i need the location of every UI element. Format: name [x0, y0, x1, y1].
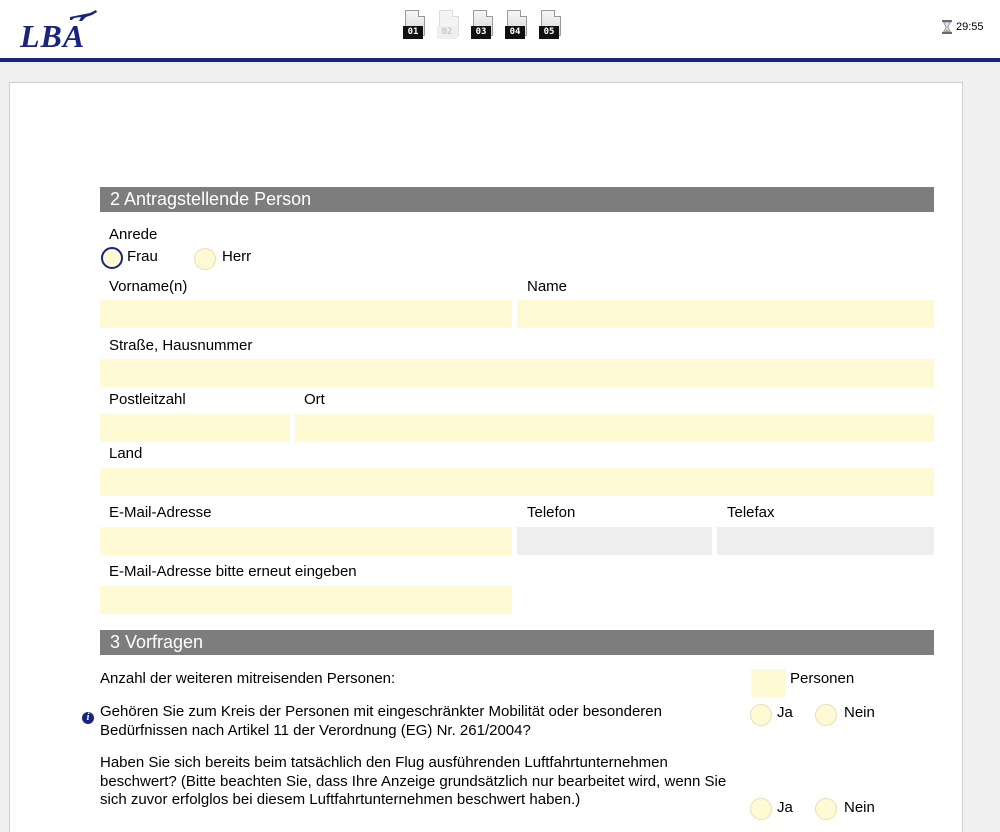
radio-herr-label: Herr [222, 248, 252, 265]
timer-value: 29:55 [956, 21, 984, 33]
first-name-input[interactable] [100, 300, 512, 328]
zip-input[interactable] [100, 414, 290, 442]
step-02-icon: 02 [437, 10, 461, 40]
section-title-prequestions: 3 Vorfragen [100, 630, 934, 655]
fax-label: Telefax [727, 504, 775, 521]
complaint-no-label: Nein [844, 799, 875, 816]
companions-unit-label: Personen [790, 670, 855, 687]
complaint-yes-label: Ja [777, 799, 793, 816]
step-01-icon[interactable]: 01 [403, 10, 427, 40]
salutation-label: Anrede [109, 226, 158, 243]
companions-count-input[interactable] [751, 669, 786, 697]
city-label: Ort [304, 391, 325, 408]
lba-logo: LBA [16, 6, 98, 52]
radio-frau[interactable] [101, 247, 123, 269]
session-timer [942, 20, 984, 34]
phone-label: Telefon [527, 504, 576, 521]
radio-frau-label: Frau [127, 248, 158, 265]
fax-input[interactable] [717, 527, 934, 555]
hourglass-icon [942, 20, 952, 34]
zip-label: Postleitzahl [109, 391, 186, 408]
email-repeat-label: E-Mail-Adresse bitte erneut eingeben [109, 563, 357, 580]
mobility-no-label: Nein [844, 704, 875, 721]
first-name-label: Vorname(n) [109, 278, 188, 295]
step-navigation [403, 10, 563, 40]
last-name-label: Name [527, 278, 568, 295]
country-input[interactable] [100, 468, 934, 496]
header-bar [0, 0, 1000, 58]
complaint-question: Haben Sie sich bereits beim tatsächlich den Flug ausführenden Luftfahrtunternehmen beschwert? (Bitte beachten Sie, dass Ihre Anzeige grundsätzlich nur bearbeitet wird, wenn Sie sich zuvor erfolglos bei diesem Luftfahrtunternehmen beschwert haben.) [100, 754, 727, 808]
complaint-no-radio[interactable] [815, 798, 837, 820]
mobility-question: Gehören Sie zum Kreis der Personen mit eingeschränkter Mobilität oder besonderen Bedürfnissen nach Artikel 11 der Verordnung (EG) Nr. 261/2004? [100, 703, 662, 739]
info-icon[interactable]: i [82, 712, 94, 724]
last-name-input[interactable] [517, 300, 934, 328]
radio-herr[interactable] [194, 248, 216, 270]
complaint-yes-radio[interactable] [750, 798, 772, 820]
city-input[interactable] [295, 414, 934, 442]
email-repeat-input[interactable] [100, 586, 512, 614]
mobility-no-radio[interactable] [815, 704, 837, 726]
email-input[interactable] [100, 527, 512, 555]
country-label: Land [109, 445, 143, 462]
header-divider [0, 58, 1000, 62]
street-label: Straße, Hausnummer [109, 337, 253, 354]
section-title-applicant: 2 Antragstellende Person [100, 187, 934, 212]
phone-input[interactable] [517, 527, 712, 555]
step-03-icon[interactable]: 03 [471, 10, 495, 40]
mobility-yes-radio[interactable] [750, 704, 772, 726]
email-label: E-Mail-Adresse [109, 504, 212, 521]
step-05-icon[interactable]: 05 [539, 10, 563, 40]
companions-question: Anzahl der weiteren mitreisenden Personen: [100, 670, 396, 687]
step-04-icon[interactable]: 04 [505, 10, 529, 40]
street-input[interactable] [100, 359, 934, 387]
mobility-yes-label: Ja [777, 704, 793, 721]
